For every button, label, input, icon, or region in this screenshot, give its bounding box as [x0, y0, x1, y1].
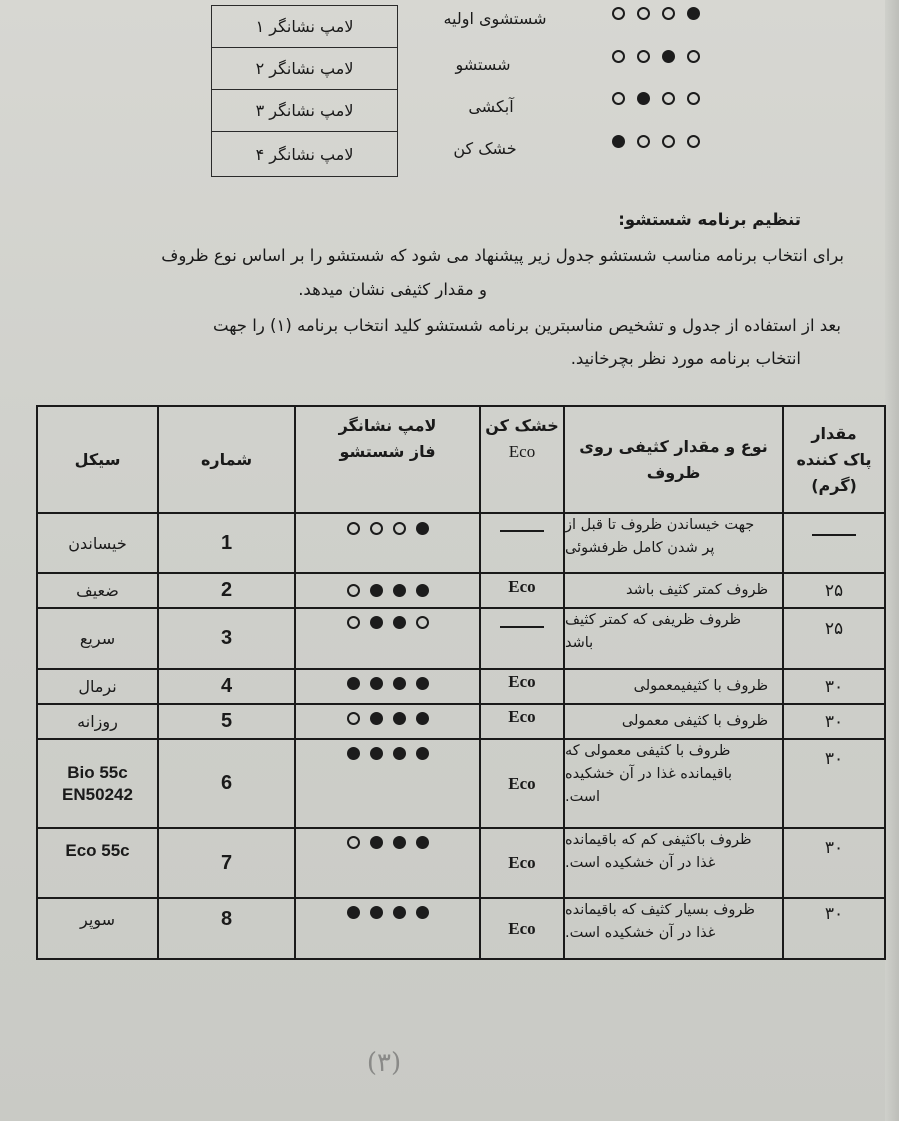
lamp-on-icon — [347, 677, 360, 690]
table-row-7-description: ظروف باکثیفی کم که باقیمانده غذا در آن خشکیده است. — [565, 832, 752, 871]
lamp-on-icon — [612, 135, 625, 148]
header-phase-lamps: لامپ نشانگر فاز شستشو — [338, 416, 437, 461]
lamp-on-icon — [393, 712, 406, 725]
paragraph-line: برای انتخاب برنامه مناسب شستشو جدول زیر پیشنهاد می شود که شستشو را بر اساس نوع ظروف — [161, 246, 844, 265]
lamp-on-icon — [370, 747, 383, 760]
table-row-3-cycle: سریع — [79, 629, 116, 648]
empty-value-dash — [500, 530, 544, 532]
table-row-1-number: 1 — [220, 531, 233, 554]
table-row-5-dryer: Eco — [508, 706, 536, 726]
table-row-1-lamps — [296, 514, 479, 544]
empty-value-dash — [812, 534, 856, 536]
lamp-on-icon — [416, 906, 429, 919]
table-row-5-description: ظروف با کثیفی معمولی — [621, 713, 768, 729]
table-row-6-dryer: Eco — [508, 773, 536, 793]
lamp-off-icon — [347, 616, 360, 629]
lamp-off-icon — [347, 836, 360, 849]
lamp-off-icon — [662, 135, 675, 148]
phase-dry-lamps — [612, 133, 708, 153]
table-row-7-dryer: Eco — [508, 853, 536, 872]
paragraph-line: و مقدار کثیفی نشان میدهد. — [298, 280, 487, 299]
lamp-off-icon — [662, 7, 675, 20]
lamp-off-icon — [637, 7, 650, 20]
lamp-off-icon — [687, 135, 700, 148]
table-row-4-dryer: Eco — [508, 671, 536, 691]
page-edge-shadow — [885, 0, 899, 1121]
table-row-3-dryer — [481, 609, 563, 649]
header-cycle: سیکل — [74, 450, 121, 469]
lamp-on-icon — [370, 906, 383, 919]
table-row-4-lamps — [296, 670, 479, 698]
phase-wash-label: شستشو — [455, 55, 511, 74]
indicator-lamp-4-label: لامپ نشانگر ۴ — [255, 144, 354, 164]
lamp-off-icon — [612, 7, 625, 20]
paragraph-line: بعد از استفاده از جدول و تشخیص مناسبترین برنامه شستشو کلید انتخاب برنامه (۱) را جهت — [213, 316, 841, 335]
lamp-on-icon — [370, 584, 383, 597]
table-row-6-detergent: ۳۰ — [824, 749, 844, 769]
lamp-off-icon — [347, 712, 360, 725]
paragraph-line: انتخاب برنامه مورد نظر بچرخانید. — [570, 349, 801, 368]
table-row-4-description: ظروف با کثیفیمعمولی — [633, 678, 768, 694]
table-row-2-cycle: ضعیف — [76, 581, 119, 600]
table-row-3-detergent: ۲۵ — [824, 619, 844, 639]
phase-prewash-lamps — [612, 5, 708, 25]
lamp-on-icon — [687, 7, 700, 20]
table-row-4-number: 4 — [220, 675, 233, 697]
lamp-on-icon — [416, 522, 429, 535]
table-row-3-lamps — [296, 609, 479, 637]
lamp-on-icon — [637, 92, 650, 105]
table-row-2-number: 2 — [220, 579, 233, 601]
lamp-on-icon — [393, 584, 406, 597]
header-dryer: خشک کن Eco — [485, 416, 559, 461]
lamp-on-icon — [393, 906, 406, 919]
table-row-2-lamps — [296, 574, 479, 607]
lamp-off-icon — [687, 92, 700, 105]
phase-rinse-label: آبکشی — [468, 97, 514, 116]
table-row-8-number: 8 — [220, 907, 233, 930]
lamp-on-icon — [370, 836, 383, 849]
table-row-4-detergent: ۳۰ — [824, 676, 844, 697]
lamp-off-icon — [612, 50, 625, 63]
table-row-3-description: ظروف ظریفی که کمتر کثیف باشد — [565, 612, 742, 651]
table-row-6-lamps — [296, 740, 479, 768]
page-number: (۳) — [366, 1048, 402, 1078]
phase-wash-lamps — [612, 48, 708, 68]
lamp-on-icon — [393, 747, 406, 760]
table-row-1-detergent — [784, 514, 884, 572]
table-row-6-number: 6 — [220, 772, 233, 794]
table-row-5-lamps — [296, 705, 479, 733]
lamp-on-icon — [416, 712, 429, 725]
lamp-on-icon — [416, 836, 429, 849]
lamp-on-icon — [393, 616, 406, 629]
table-row-8-cycle: سوپر — [80, 909, 115, 929]
lamp-off-icon — [687, 50, 700, 63]
table-row-4-cycle: نرمال — [78, 677, 117, 696]
indicator-lamp-2-label: لامپ نشانگر ۲ — [212, 48, 397, 90]
section-heading: تنظیم برنامه شستشو: — [618, 210, 801, 229]
phase-dry-label: خشک کن — [453, 139, 517, 158]
phase-rinse-lamps — [612, 90, 708, 110]
table-row-5-cycle: روزانه — [77, 712, 118, 731]
table-row-8-lamps — [296, 899, 479, 927]
table-row-7-lamps — [296, 829, 479, 857]
lamp-on-icon — [662, 50, 675, 63]
indicator-lamp-legend — [211, 5, 398, 177]
lamp-on-icon — [370, 616, 383, 629]
lamp-on-icon — [347, 906, 360, 919]
table-row-8-detergent: ۳۰ — [824, 904, 844, 924]
lamp-off-icon — [637, 135, 650, 148]
indicator-lamp-3-label: لامپ نشانگر ۳ — [212, 90, 397, 132]
lamp-off-icon — [637, 50, 650, 63]
table-row-8-dryer: Eco — [508, 918, 536, 938]
indicator-lamp-1-label: لامپ نشانگر ۱ — [212, 6, 397, 48]
phase-prewash-label: شستشوی اولیه — [443, 9, 547, 28]
lamp-off-icon — [370, 522, 383, 535]
lamp-off-icon — [347, 522, 360, 535]
table-row-5-detergent: ۳۰ — [824, 711, 844, 732]
lamp-on-icon — [416, 677, 429, 690]
lamp-on-icon — [416, 584, 429, 597]
lamp-on-icon — [416, 747, 429, 760]
table-row-5-number: 5 — [220, 710, 233, 732]
table-row-1-cycle: خیساندن — [68, 533, 127, 553]
lamp-off-icon — [393, 522, 406, 535]
table-row-6-cycle: Bio 55c EN50242 — [62, 762, 133, 804]
table-row-6-description: ظروف با کثیفی معمولی که باقیمانده غذا در آن خشکیده است. — [565, 743, 733, 805]
lamp-off-icon — [347, 584, 360, 597]
table-row-7-detergent: ۳۰ — [824, 838, 844, 858]
header-detergent: مقدار پاک کننده (گرم) — [796, 423, 872, 495]
header-number: شماره — [200, 450, 253, 469]
lamp-on-icon — [370, 712, 383, 725]
lamp-on-icon — [393, 677, 406, 690]
table-row-2-description: ظروف کمتر کثیف باشد — [626, 582, 768, 598]
table-row-7-number: 7 — [220, 851, 233, 874]
table-row-8-description: ظروف بسیار کثیف که باقیمانده غذا در آن خشکیده است. — [565, 902, 755, 941]
lamp-on-icon — [393, 836, 406, 849]
table-row-2-dryer: Eco — [508, 576, 536, 596]
header-dish-type: نوع و مقدار کثیفی روی ظروف — [579, 436, 768, 482]
table-row-2-detergent: ۲۵ — [824, 580, 844, 601]
lamp-off-icon — [612, 92, 625, 105]
lamp-off-icon — [416, 616, 429, 629]
program-table — [36, 405, 886, 960]
empty-value-dash — [500, 626, 544, 628]
table-row-7-cycle: Eco 55c — [65, 841, 130, 860]
table-row-1-dryer — [481, 514, 563, 572]
lamp-on-icon — [347, 747, 360, 760]
lamp-on-icon — [370, 677, 383, 690]
table-row-3-number: 3 — [220, 627, 233, 649]
lamp-off-icon — [662, 92, 675, 105]
table-row-1-description: جهت خیساندن ظروف تا قبل از پر شدن کامل ظرفشوئی — [565, 517, 755, 556]
